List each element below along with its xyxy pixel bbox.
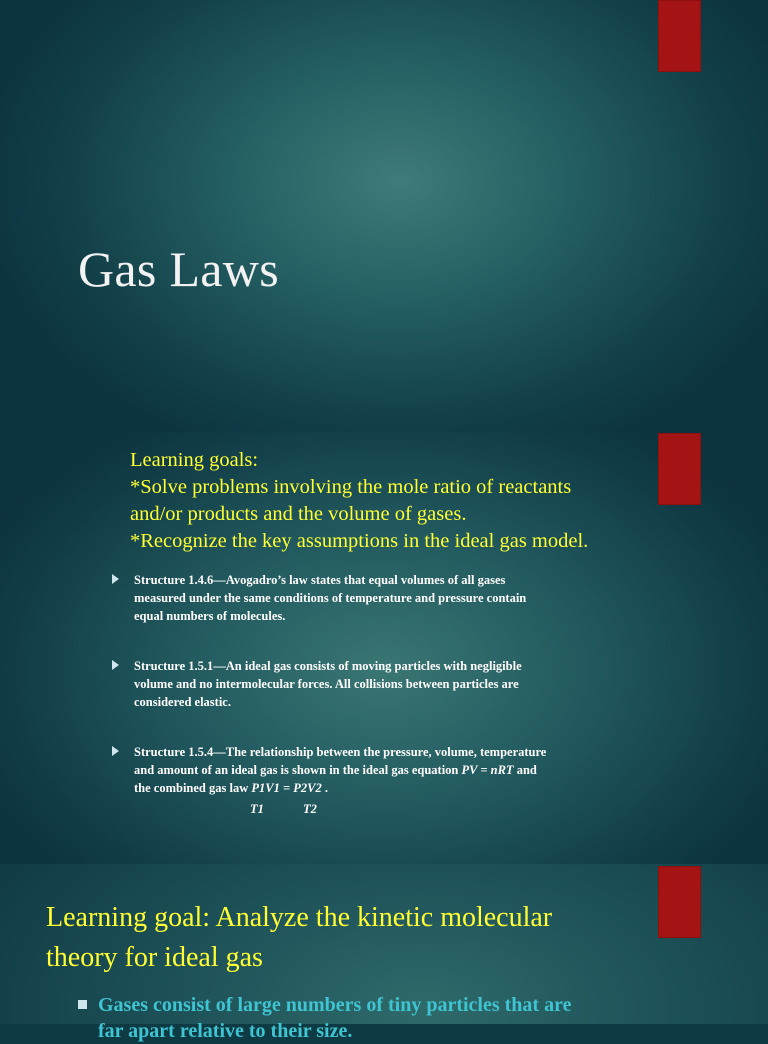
bullet-line: Structure 1.5.1—An ideal gas consists of moving particles with negligible [134, 659, 522, 673]
slide-title: Gas Laws [78, 241, 279, 297]
bullet-line: considered elastic. [134, 695, 231, 709]
goal-line: and/or products and the volume of gases. [130, 503, 467, 525]
bullet-line: Structure 1.4.6—Avogadro’s law states that equal volumes of all gases [134, 573, 506, 587]
square-bullet-icon [78, 1000, 87, 1009]
denominator-t2: T2 [303, 802, 317, 816]
triangle-bullet-icon [112, 746, 119, 756]
list-item [112, 657, 632, 711]
heading-line: Learning goal: Analyze the kinetic molecular [46, 902, 553, 933]
goal-line: *Solve problems involving the mole ratio of reactants [130, 476, 572, 498]
heading-line: theory for ideal gas [46, 942, 263, 973]
triangle-bullet-icon [112, 660, 119, 670]
bullet-line: equal numbers of molecules. [134, 609, 286, 623]
slide-3 [0, 864, 768, 1042]
structure-list [112, 571, 632, 797]
bullet-line: the combined gas law P1V1 = P2V2 . [134, 781, 328, 795]
goal-line: *Recognize the key assumptions in the ideal gas model. [130, 530, 589, 552]
slide-heading [46, 898, 666, 978]
bullet-continuation: far apart relative to their size. [98, 1020, 353, 1042]
combined-gas-law: P1V1 = P2V2 [251, 781, 322, 795]
bullet-line: Structure 1.5.4—The relationship between the pressure, volume, temperature [134, 745, 547, 759]
slide-1 [0, 0, 768, 432]
learning-goals [130, 447, 650, 555]
list-item [112, 571, 632, 625]
triangle-bullet-icon [112, 574, 119, 584]
bullet-line: and amount of an ideal gas is shown in the ideal gas equation PV = nRT and [134, 763, 537, 777]
goals-heading: Learning goals: [130, 449, 259, 471]
red-accent-tab [658, 433, 701, 505]
denominator-t1: T1 [250, 802, 264, 816]
red-accent-tab [658, 0, 701, 72]
ideal-gas-equation: PV = nRT [461, 763, 514, 777]
bullet-line: measured under the same conditions of temperature and pressure contain [134, 591, 527, 605]
bullet-line: volume and no intermolecular forces. All collisions between particles are [134, 677, 519, 691]
list-item: Gases consist of large numbers of tiny particles that are [78, 992, 658, 1018]
slide-2 [0, 432, 768, 864]
list-item [112, 743, 632, 797]
